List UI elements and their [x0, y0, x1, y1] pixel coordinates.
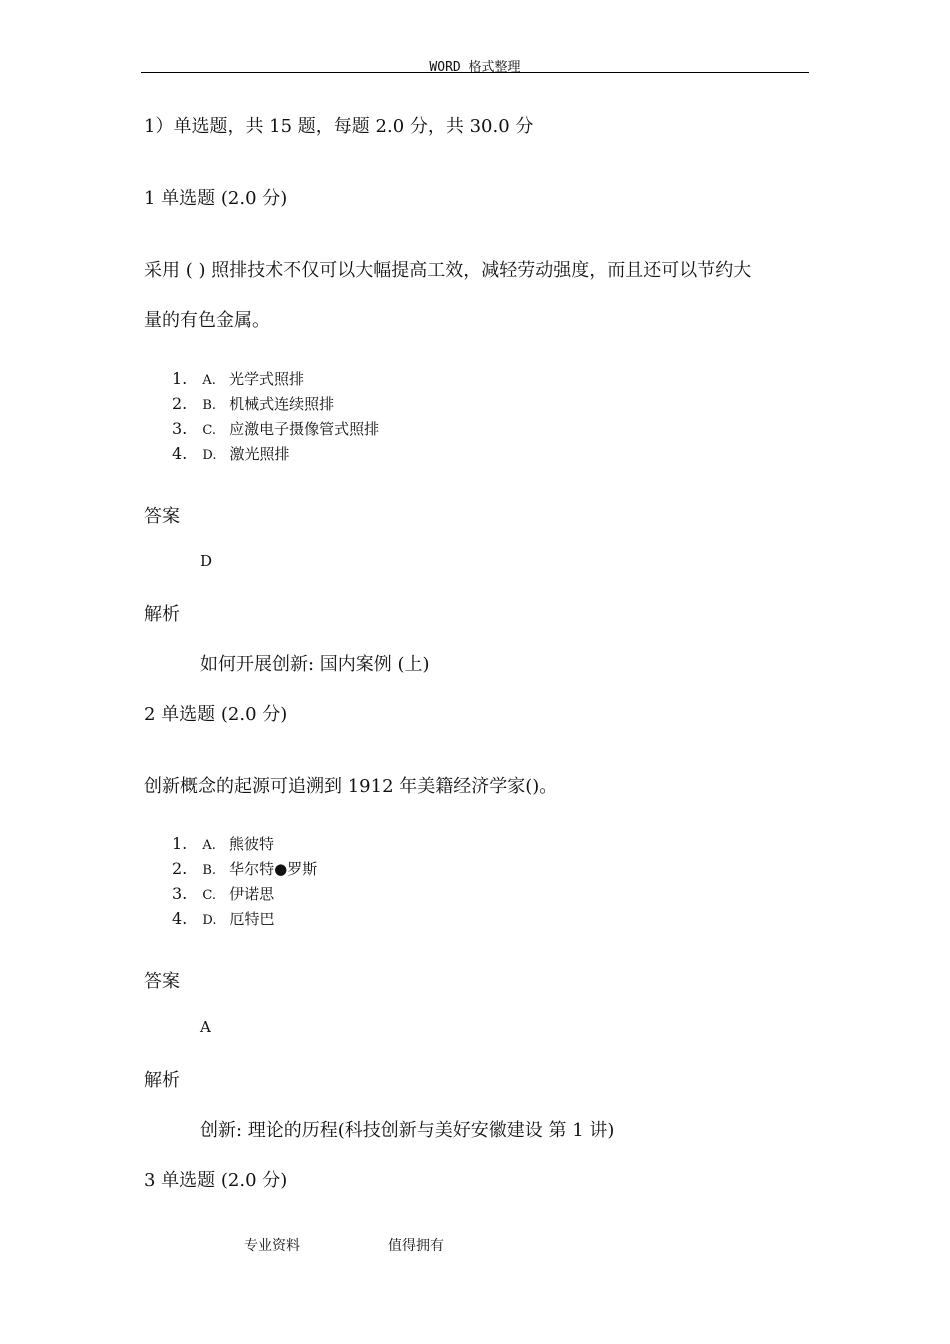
footer-right-text: 值得拥有 — [388, 1238, 444, 1254]
option-letter: A. — [202, 838, 216, 853]
question-2-option-a — [172, 833, 274, 854]
question-1-heading: 1 单选题 (2.0 分) — [144, 188, 288, 209]
option-text: 厄特巴 — [229, 910, 275, 928]
question-1-option-b — [172, 393, 334, 414]
option-letter: C. — [202, 423, 216, 438]
option-number: 2. — [172, 394, 188, 413]
option-text: 应激电子摄像管式照排 — [229, 420, 380, 438]
option-number: 4. — [172, 909, 188, 928]
question-2-option-d — [172, 908, 275, 929]
option-text: 激光照排 — [229, 445, 290, 463]
footer-left-text: 专业资料 — [244, 1238, 300, 1254]
question-1-option-a — [172, 368, 304, 389]
option-number: 3. — [172, 419, 188, 438]
question-2-option-c — [172, 883, 274, 904]
option-text: 光学式照排 — [228, 370, 304, 388]
question-3-heading: 3 单选题 (2.0 分) — [144, 1170, 288, 1191]
option-number: 2. — [172, 859, 188, 878]
question-2-answer: A — [200, 1018, 211, 1036]
page-header: WORD 格式整理 — [429, 60, 521, 75]
option-text: 熊彼特 — [228, 835, 274, 853]
question-2-text-line1: 创新概念的起源可追溯到 1912 年美籍经济学家()。 — [144, 776, 558, 797]
question-1-text-line1: 采用 ( ) 照排技术不仅可以大幅提高工效，减轻劳动强度，而且还可以节约大 — [144, 260, 752, 281]
question-1-answer: D — [200, 552, 213, 570]
option-letter: B. — [202, 863, 217, 878]
option-number: 1. — [172, 834, 188, 853]
question-1-analysis-label: 解析 — [144, 604, 180, 625]
option-letter: D. — [202, 448, 217, 463]
option-letter: D. — [202, 913, 217, 928]
option-letter: C. — [202, 888, 216, 903]
question-1-option-c — [172, 418, 379, 439]
option-text: 机械式连续照排 — [229, 395, 335, 413]
option-text: 华尔特●罗斯 — [229, 860, 318, 878]
question-2-option-b — [172, 858, 317, 879]
option-letter: B. — [202, 398, 217, 413]
option-number: 1. — [172, 369, 188, 388]
question-2-heading: 2 单选题 (2.0 分) — [144, 704, 288, 725]
option-number: 4. — [172, 444, 188, 463]
question-1-text-line2: 量的有色金属。 — [144, 310, 270, 331]
question-2-answer-label: 答案 — [144, 971, 180, 992]
question-1-answer-label: 答案 — [144, 506, 180, 527]
option-letter: A. — [202, 373, 216, 388]
question-1-analysis: 如何开展创新: 国内案例 (上) — [200, 654, 430, 675]
question-2-analysis-label: 解析 — [144, 1070, 180, 1091]
option-text: 伊诺思 — [229, 885, 275, 903]
header-rule — [141, 72, 809, 73]
question-1-option-d — [172, 443, 290, 464]
section-title: 1）单选题，共 15 题，每题 2.0 分，共 30.0 分 — [144, 116, 534, 137]
option-number: 3. — [172, 884, 188, 903]
question-2-analysis: 创新: 理论的历程(科技创新与美好安徽建设 第 1 讲) — [200, 1120, 615, 1141]
